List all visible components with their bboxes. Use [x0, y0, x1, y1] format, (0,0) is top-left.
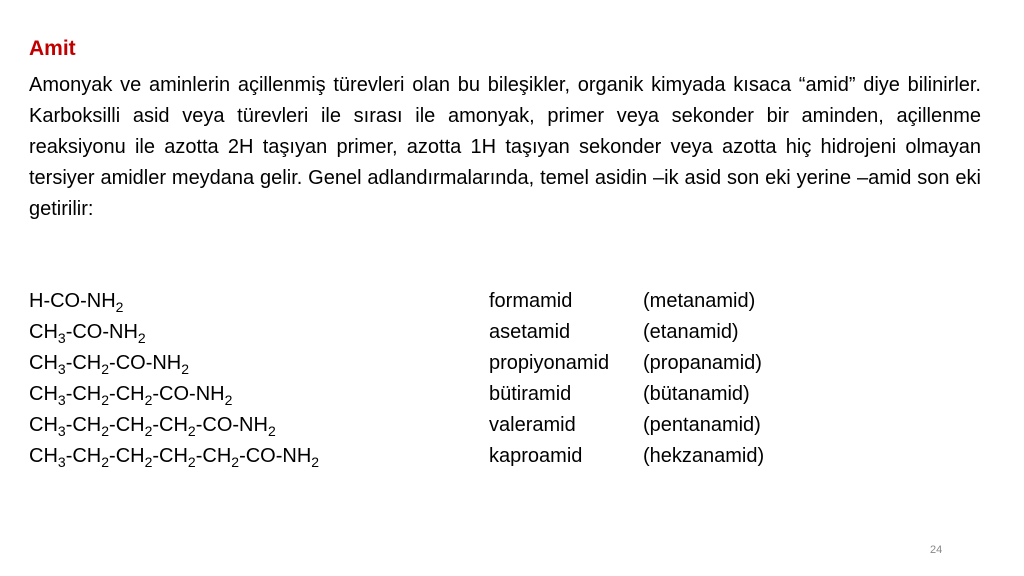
- formula-segment: CH: [29, 321, 58, 343]
- amide-formula: [29, 317, 146, 348]
- amide-iupac-name: (etanamid): [643, 321, 739, 343]
- formula-subscript: 2: [311, 454, 320, 470]
- amide-common-name: asetamid: [489, 321, 571, 343]
- formula-segment: -CH: [152, 414, 188, 436]
- amide-formula: [29, 348, 189, 379]
- amide-row: [29, 317, 929, 348]
- formula-segment: -CO-NH: [239, 445, 312, 467]
- formula-subscript: 2: [101, 423, 110, 439]
- amide-row: [29, 441, 929, 472]
- amide-common-name: valeramid: [489, 414, 576, 436]
- amide-row: [29, 410, 929, 441]
- formula-subscript: 2: [137, 330, 146, 346]
- formula-subscript: 2: [224, 392, 233, 408]
- formula-segment: -CO-NH: [195, 414, 268, 436]
- amide-common-name: propiyonamid: [489, 352, 610, 374]
- formula-subscript: 2: [187, 423, 196, 439]
- formula-subscript: 2: [267, 423, 276, 439]
- formula-segment: -CO-NH: [152, 383, 225, 405]
- amide-iupac-name: (metanamid): [643, 290, 756, 312]
- formula-segment: -CO-NH: [109, 352, 182, 374]
- formula-segment: -CH: [65, 414, 102, 436]
- amide-iupac-name: (bütanamid): [643, 383, 750, 405]
- amide-row: [29, 348, 929, 379]
- formula-segment: CH: [29, 445, 58, 467]
- formula-subscript: 3: [57, 361, 66, 377]
- amide-table: [29, 286, 929, 472]
- amide-iupac-name: (propanamid): [643, 352, 762, 374]
- formula-segment: H-CO-NH: [29, 290, 116, 312]
- formula-segment: -CH: [65, 352, 102, 374]
- amide-formula: [29, 410, 276, 441]
- formula-subscript: 3: [57, 454, 66, 470]
- amide-formula: [29, 379, 232, 410]
- slide-title: Amit: [29, 37, 76, 60]
- formula-segment: -CH: [109, 383, 145, 405]
- body-paragraph: Amonyak ve aminlerin açillenmiş türevleri olan bu bileşikler, organik kimyada kısaca “amid” diye bilinirler. Karboksilli asid veya türevleri ile sırası ile amonyak, primer veya sekonder bir aminden, açillenme reaksiyonu ile azotta 2H taşıyan primer, azotta 1H taşıyan sekonder veya azotta hiç hidrojeni olmayan tersiyer amidler meydana gelir. Genel adlandırmalarında, temel asidin –ik asid son eki yerine –amid son eki getirilir:: [29, 74, 981, 220]
- formula-subscript: 3: [57, 423, 66, 439]
- amide-formula: [29, 286, 123, 317]
- page-number: 24: [930, 544, 943, 556]
- formula-subscript: 2: [187, 454, 196, 470]
- formula-segment: CH: [29, 383, 58, 405]
- amide-row: [29, 379, 929, 410]
- formula-segment: CH: [29, 352, 58, 374]
- formula-segment: -CH: [65, 383, 102, 405]
- formula-segment: -CH: [152, 445, 188, 467]
- formula-segment: -CH: [195, 445, 232, 467]
- amide-common-name: kaproamid: [489, 445, 583, 467]
- formula-subscript: 2: [115, 299, 124, 315]
- formula-segment: -CH: [109, 414, 145, 436]
- amide-formula: [29, 441, 319, 472]
- amide-iupac-name: (pentanamid): [643, 414, 761, 436]
- amide-row: [29, 286, 929, 317]
- formula-subscript: 3: [57, 330, 66, 346]
- formula-subscript: 2: [181, 361, 190, 377]
- amide-common-name: formamid: [489, 290, 573, 312]
- formula-subscript: 2: [144, 454, 153, 470]
- formula-subscript: 2: [101, 454, 110, 470]
- amide-iupac-name: (hekzanamid): [643, 445, 765, 467]
- formula-segment: -CH: [109, 445, 145, 467]
- formula-subscript: 2: [231, 454, 240, 470]
- amide-common-name: bütiramid: [489, 383, 572, 405]
- formula-subscript: 2: [144, 392, 153, 408]
- formula-subscript: 2: [101, 361, 110, 377]
- formula-subscript: 2: [144, 423, 153, 439]
- formula-segment: -CH: [65, 445, 102, 467]
- formula-subscript: 2: [101, 392, 110, 408]
- formula-segment: -CO-NH: [65, 321, 138, 343]
- formula-subscript: 3: [57, 392, 66, 408]
- formula-segment: CH: [29, 414, 58, 436]
